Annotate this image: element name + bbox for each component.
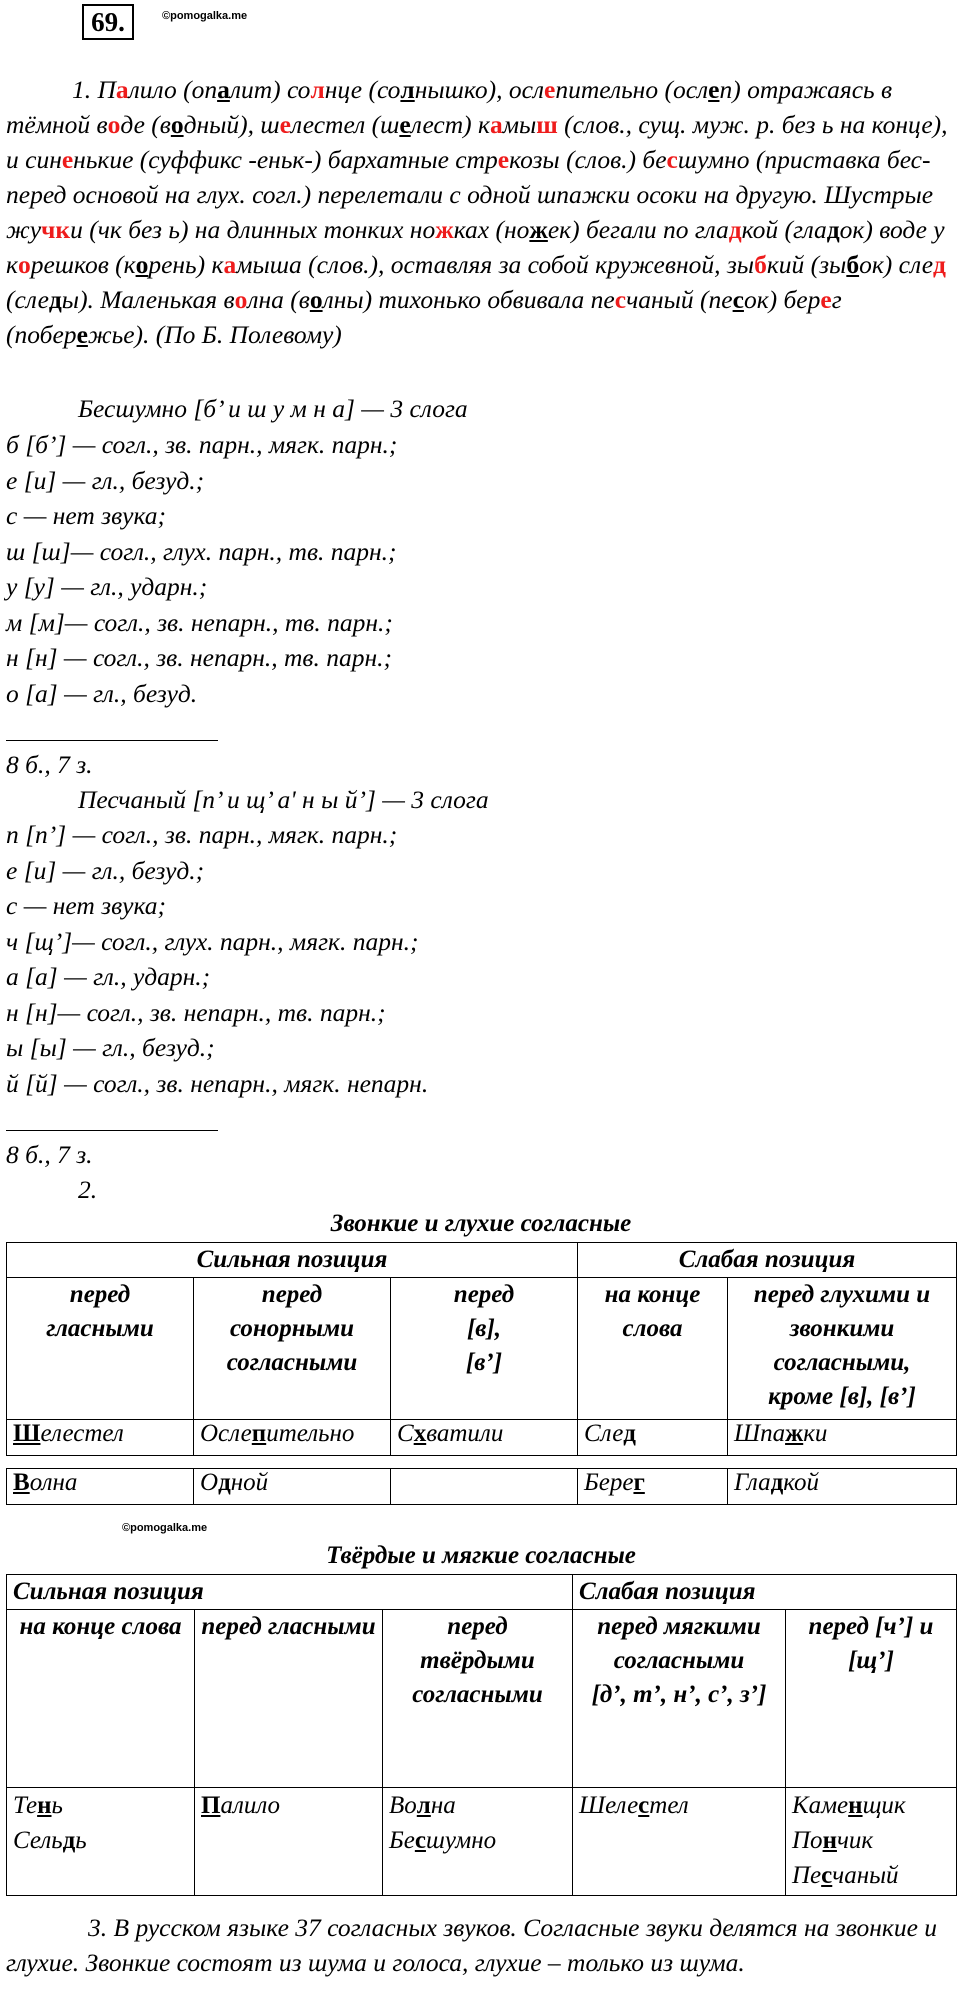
table-voiced-voiceless-row2	[6, 1468, 957, 1505]
header-strong-position: Сильная позиция	[7, 1243, 578, 1278]
exercise-number: 69.	[82, 4, 134, 40]
header-strong-position: Сильная позиция	[7, 1575, 573, 1610]
watermark: ©pomogalka.me	[122, 1522, 208, 1534]
table-cell: Шелестел	[7, 1420, 194, 1456]
header-before-sonorants: перед сонорными согласными	[194, 1278, 391, 1420]
part2-label: 2.	[78, 1175, 98, 1204]
word1-line: б [б’] — согл., зв. парн., мягк. парн.;	[6, 430, 398, 459]
word1-line: у [у] — гл., ударн.;	[6, 572, 208, 601]
word2-line: с — нет звука;	[6, 891, 167, 920]
header-before-consonants: перед глухими и звонкими согласными, кроме [в], [в’]	[728, 1278, 957, 1420]
word1-line: о [а] — гл., безуд.	[6, 679, 198, 708]
table-cell: Шелестел	[573, 1788, 786, 1896]
word1-summary: 8 б., 7 з.	[6, 750, 93, 779]
word1-line: м [м]— согл., зв. непарн., тв. парн.;	[6, 608, 393, 637]
word2-line: п [п’] — согл., зв. парн., мягк. парн.;	[6, 820, 398, 849]
table-cell: Одной	[194, 1469, 391, 1505]
word2-line: е [и] — гл., безуд.;	[6, 856, 205, 885]
word1-line: н [н] — согл., зв. непарн., тв. парн.;	[6, 643, 392, 672]
header-weak-position: Слабая позиция	[578, 1243, 957, 1278]
header-before-hard: перед твёрдыми согласными	[383, 1610, 573, 1788]
word1-heading: Бесшумно [б’ и ш у м н а] — 3 слога	[78, 394, 468, 423]
table-cell: Ослепительно	[194, 1420, 391, 1456]
conclusion-text: 3. В русском языке 37 согласных звуков. Согласные звуки делятся на звонкие и глухие. Звонкие состоят из шума и голоса, глухие – только из шума.	[6, 1913, 938, 1977]
header-before-vowels: перед гласными	[7, 1278, 194, 1420]
header-before-soft: перед мягкими согласными [д’, т’, н’, с’, з’]	[573, 1610, 786, 1788]
table-cell: Шпажки	[728, 1420, 957, 1456]
table1-title: Звонкие и глухие согласные	[330, 1210, 632, 1237]
table-cell: След	[578, 1420, 728, 1456]
table-cell	[391, 1469, 578, 1505]
table-cell: Волна Бесшумно	[383, 1788, 573, 1896]
table-cell: Каменщик Пончик Песчаный	[786, 1788, 957, 1896]
header-before-vowels: перед гласными	[195, 1610, 383, 1788]
divider	[6, 1130, 218, 1131]
table-cell: Схватили	[391, 1420, 578, 1456]
word2-line: н [н]— согл., зв. непарн., тв. парн.;	[6, 998, 386, 1027]
word2-heading: Песчаный [п’ и щ’ а' н ы й’] — 3 слога	[78, 785, 489, 814]
header-word-end: на конце слова	[7, 1610, 195, 1788]
word2-line: ч [щ’]— согл., глух. парн., мягк. парн.;	[6, 927, 419, 956]
word1-line: с — нет звука;	[6, 501, 167, 530]
table-voiced-voiceless	[6, 1242, 957, 1456]
header-before-ch-shch: перед [ч’] и [щ’]	[786, 1610, 957, 1788]
table-cell: Волна	[7, 1469, 194, 1505]
table-cell: Тень Сельдь	[7, 1788, 195, 1896]
header-word-end: на конце слова	[578, 1278, 728, 1420]
watermark: ©pomogalka.me	[162, 10, 248, 22]
table-hard-soft	[6, 1574, 957, 1896]
divider	[6, 740, 218, 741]
header-before-v: перед [в], [в’]	[391, 1278, 578, 1420]
word2-line: ы [ы] — гл., безуд.;	[6, 1033, 215, 1062]
word1-line: ш [ш]— согл., глух. парн., тв. парн.;	[6, 537, 397, 566]
table-cell: Гладкой	[728, 1469, 957, 1505]
word1-line: е [и] — гл., безуд.;	[6, 466, 205, 495]
word2-line: й [й] — согл., зв. непарн., мягк. непарн.	[6, 1069, 429, 1098]
word2-line: а [а] — гл., ударн.;	[6, 962, 211, 991]
exercise-text: 1. Палило (опалит) солнце (солнышко), ослепительно (ослеп) отражаясь в тёмной воде (водный), шелестел (шелест) камыш (слов., сущ. муж. р. без ь на конце), и синенькие (суффикс -еньк-) бархатные стрекозы (слов.) бесшумно (приставка бес- перед основой на глух. согл.) перелетали с одной шпажки осоки на другую. Шустрые жучки (чк без ь) на длинных тонких ножках (ножек) бегали по гладкой (гладок) воде у корешков (корень) камыша (слов.), оставляя за собой кружевной, зыбкий (зыбок) след (следы). Маленькая волна (волны) тихонько обвивала песчаный (песок) берег (побережье). (По Б. Полевому)	[6, 75, 948, 349]
table-cell: Палило	[195, 1788, 383, 1896]
table-cell: Берег	[578, 1469, 728, 1505]
header-weak-position: Слабая позиция	[573, 1575, 957, 1610]
table2-title: Твёрдые и мягкие согласные	[326, 1542, 636, 1569]
word2-summary: 8 б., 7 з.	[6, 1140, 93, 1169]
